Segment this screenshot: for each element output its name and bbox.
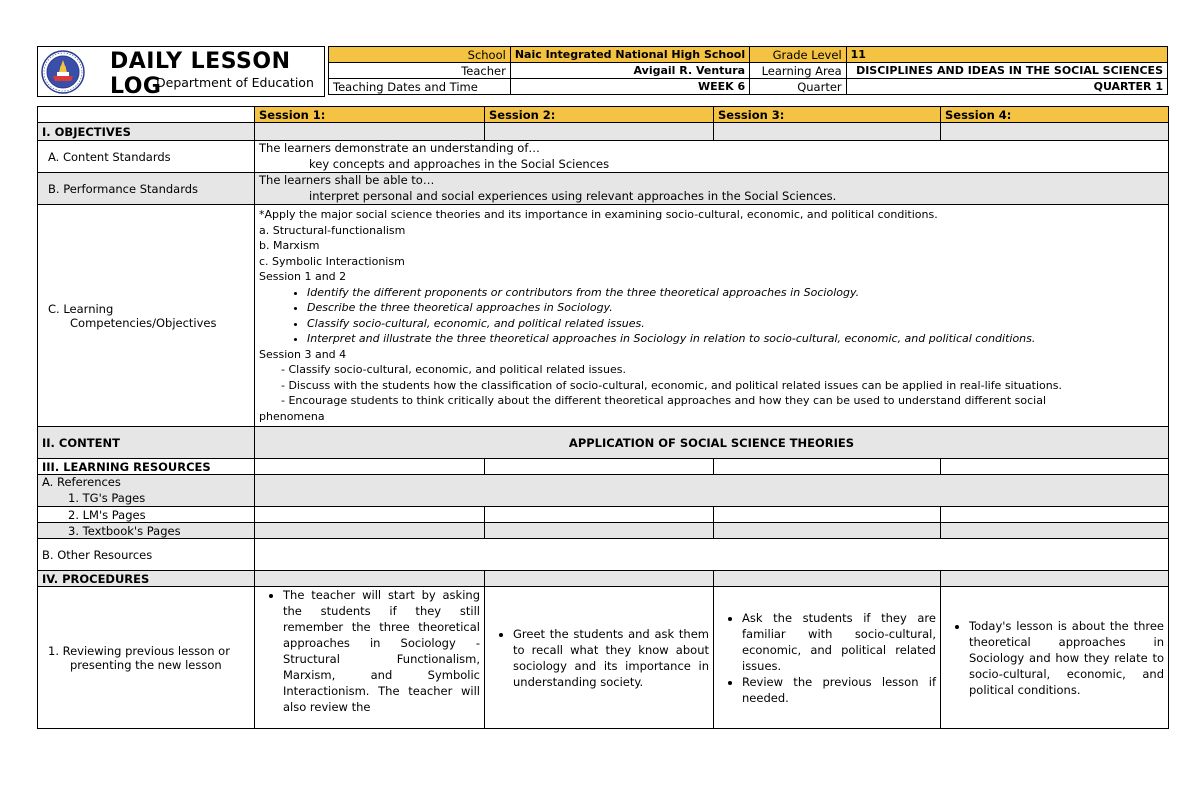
school-label: School — [329, 47, 511, 63]
procedure-1-session-1 — [255, 587, 485, 729]
content-value: APPLICATION OF SOCIAL SCIENCE THEORIES — [255, 427, 1169, 459]
school-value: Naic Integrated National High School — [510, 47, 749, 63]
comp-dash: - Classify socio-cultural, economic, and political related issues. — [281, 363, 626, 376]
learning-area-label: Learning Area — [750, 63, 847, 79]
content-standards-value — [255, 141, 1169, 173]
procedure-1-session-4 — [941, 587, 1169, 729]
teacher-value: Avigail R. Ventura — [510, 63, 749, 79]
tg-pages-label: 1. TG's Pages — [68, 490, 146, 505]
procedure-1-session-3 — [714, 587, 941, 729]
content-standards-label: A. Content Standards — [38, 141, 255, 173]
title-block — [37, 46, 325, 97]
session-2-header: Session 2: — [485, 107, 714, 123]
procedure-bullet: • Review the previous lesson if needed. — [742, 674, 936, 706]
competencies-label-line: Competencies/Objectives — [70, 315, 217, 330]
teacher-label: Teacher — [329, 63, 511, 79]
comp-bullet: • Classify socio-cultural, economic, and political related issues. — [307, 316, 1164, 332]
comp-line: Session 3 and 4 — [259, 347, 347, 361]
comp-bullet: • Describe the three theoretical approaches in Sociology. — [307, 300, 1164, 316]
session-3-header: Session 3: — [714, 107, 941, 123]
other-resources-label: B. Other Resources — [38, 539, 255, 571]
procedure-bullet: • The teacher will start by asking the students if they still remember the three theoretical approaches in Sociology - Structural Functionalism, Marxism, and Symbolic Interactionism. The teacher will also review the — [283, 587, 480, 715]
department-label: Department of Education — [156, 75, 314, 90]
dates-label: Teaching Dates and Time — [329, 79, 511, 95]
learning-area-value: DISCIPLINES AND IDEAS IN THE SOCIAL SCIENCES — [846, 63, 1167, 79]
competencies-value — [255, 205, 1169, 427]
procedure-bullet: • Today's lesson is about the three theoretical approaches in Sociology and how they relate to socio-cultural, economic, and political conditions. — [969, 618, 1164, 698]
references-label — [38, 475, 255, 507]
references-text: A. References — [42, 475, 121, 489]
textbook-pages-label: 3. Textbook's Pages — [38, 523, 255, 539]
lm-pages-label: 2. LM's Pages — [38, 507, 255, 523]
grade-level-value: 11 — [846, 47, 1167, 63]
comp-line: *Apply the major social science theories and its importance in examining socio-cultural, economic, and political conditions. — [259, 208, 938, 221]
comp-bullet-list — [259, 285, 1164, 347]
info-table — [328, 46, 1168, 95]
comp-line: c. Symbolic Interactionism — [259, 254, 405, 268]
comp-dash: - Encourage students to think critically about the different theoretical approaches and how they can be used to understand different social — [281, 394, 1047, 407]
grade-level-label: Grade Level — [750, 47, 847, 63]
session-1-header: Session 1: — [255, 107, 485, 123]
comp-dash: - Discuss with the students how the classification of socio-cultural, economic, and political related issues can be applied in real-life situations. — [281, 378, 1062, 392]
comp-line: b. Marxism — [259, 239, 320, 252]
deped-seal-icon — [41, 50, 85, 94]
procedure-bullet: • Greet the students and ask them to recall what they know about sociology and its importance in understanding society. — [513, 626, 709, 690]
comp-line: Session 1 and 2 — [259, 270, 347, 283]
header — [37, 46, 1168, 97]
procedure-1-label-line: 1. Reviewing previous lesson or — [48, 643, 230, 658]
procedures-heading: IV. PROCEDURES — [38, 571, 255, 587]
procedure-bullet: • Ask the students if they are familiar with socio-cultural, economic, and political related issues. — [742, 610, 936, 674]
page-title: DAILY LESSON LOG — [110, 49, 291, 99]
performance-standards-label: B. Performance Standards — [38, 173, 255, 205]
performance-line: interpret personal and social experiences using relevant approaches in the Social Sciences. — [309, 188, 837, 203]
content-line: The learners demonstrate an understanding of… — [259, 141, 540, 155]
dates-value: WEEK 6 — [510, 79, 749, 95]
lesson-table — [37, 106, 1169, 729]
procedure-1-label-line: presenting the new lesson — [70, 657, 222, 672]
comp-line: phenomena — [259, 409, 325, 423]
comp-line: a. Structural-functionalism — [259, 223, 406, 237]
procedure-1-label — [38, 587, 255, 729]
performance-standards-value — [255, 173, 1169, 205]
objectives-heading: I. OBJECTIVES — [38, 123, 255, 141]
competencies-label-line: C. Learning — [48, 301, 114, 316]
quarter-value: QUARTER 1 — [846, 79, 1167, 95]
comp-bullet: • Interpret and illustrate the three theoretical approaches in Sociology in relation to socio-cultural, economic, and political conditions. — [307, 331, 1164, 347]
session-4-header: Session 4: — [941, 107, 1169, 123]
content-line: key concepts and approaches in the Social Sciences — [309, 156, 610, 171]
performance-line: The learners shall be able to… — [259, 173, 435, 187]
corner-cell — [38, 107, 255, 123]
procedure-1-session-2 — [485, 587, 714, 729]
content-heading: II. CONTENT — [38, 427, 255, 459]
quarter-label: Quarter — [750, 79, 847, 95]
competencies-label — [38, 205, 255, 427]
comp-bullet: • Identify the different proponents or contributors from the three theoretical approaches in Sociology. — [307, 285, 1164, 301]
resources-heading: III. LEARNING RESOURCES — [38, 459, 255, 475]
